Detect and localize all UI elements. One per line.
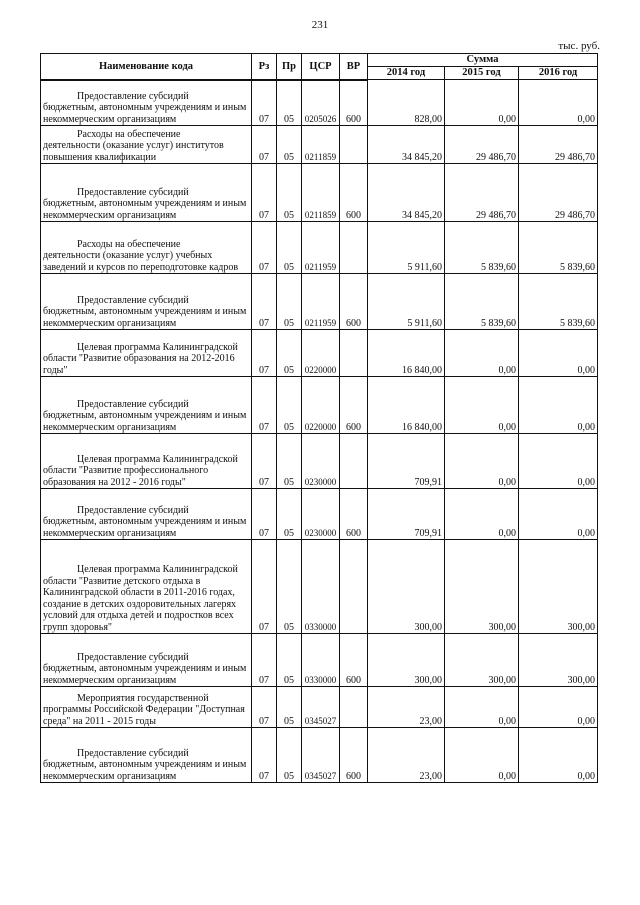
row-sum-2015: 5 839,60	[445, 222, 519, 274]
table-row	[41, 634, 598, 687]
row-sum-2014: 23,00	[368, 687, 445, 728]
row-vr: 600	[340, 274, 368, 330]
row-csr: 0230000	[302, 434, 340, 489]
row-vr	[340, 687, 368, 728]
row-vr: 600	[340, 634, 368, 687]
header-year-2015: 2015 год	[445, 67, 519, 80]
row-name-rest: области "Развитие профессионального образования на 2012 - 2016 годы"	[43, 465, 209, 488]
row-name	[41, 540, 252, 634]
table-row	[41, 274, 598, 330]
table-row	[41, 377, 598, 434]
row-rz: 07	[252, 634, 277, 687]
table-row	[41, 222, 598, 274]
row-sum-2014: 16 840,00	[368, 377, 445, 434]
row-sum-2016: 0,00	[519, 330, 598, 377]
row-sum-2015: 300,00	[445, 540, 519, 634]
header-rz: Рз	[252, 54, 277, 80]
table-row	[41, 164, 598, 222]
row-sum-2015: 29 486,70	[445, 126, 519, 164]
row-name-rest: бюджетным, автономным учреждениям и иным некоммерческим организациям	[43, 663, 247, 686]
row-sum-2015: 0,00	[445, 489, 519, 540]
row-sum-2015: 0,00	[445, 377, 519, 434]
row-pr: 05	[277, 222, 302, 274]
row-name	[41, 377, 252, 434]
row-name	[41, 634, 252, 687]
row-name	[41, 164, 252, 222]
row-sum-2015: 300,00	[445, 634, 519, 687]
row-rz: 07	[252, 330, 277, 377]
row-name-first-line: Предоставление субсидий	[77, 294, 189, 306]
row-pr: 05	[277, 540, 302, 634]
row-pr: 05	[277, 434, 302, 489]
row-name-first-line: Предоставление субсидий	[77, 504, 189, 516]
row-name-rest: области "Развитие образования на 2012-2016 годы"	[43, 353, 235, 376]
row-sum-2015: 29 486,70	[445, 164, 519, 222]
row-sum-2014: 5 911,60	[368, 274, 445, 330]
row-sum-2016: 300,00	[519, 540, 598, 634]
table-row	[41, 80, 598, 126]
row-sum-2015: 0,00	[445, 80, 519, 126]
row-vr: 600	[340, 728, 368, 783]
table-row	[41, 540, 598, 634]
row-pr: 05	[277, 126, 302, 164]
row-sum-2016: 0,00	[519, 687, 598, 728]
row-pr: 05	[277, 274, 302, 330]
row-rz: 07	[252, 274, 277, 330]
row-pr: 05	[277, 489, 302, 540]
row-csr: 0220000	[302, 330, 340, 377]
table-body	[41, 80, 598, 783]
row-rz: 07	[252, 80, 277, 126]
row-pr: 05	[277, 80, 302, 126]
row-name-first-line: Расходы на обеспечение	[77, 238, 181, 250]
row-name-first-line: Предоставление субсидий	[77, 398, 189, 410]
row-csr: 0230000	[302, 489, 340, 540]
table-row	[41, 687, 598, 728]
row-name-first-line: Целевая программа Калининградской	[77, 453, 238, 465]
table-header	[41, 54, 598, 80]
table-row	[41, 728, 598, 783]
header-pr: Пр	[277, 54, 302, 80]
row-pr: 05	[277, 164, 302, 222]
row-name-rest: бюджетным, автономным учреждениям и иным некоммерческим организациям	[43, 198, 247, 221]
row-name	[41, 434, 252, 489]
row-sum-2016: 0,00	[519, 80, 598, 126]
units-label: тыс. руб.	[558, 40, 600, 52]
row-csr: 0220000	[302, 377, 340, 434]
header-year-2016: 2016 год	[519, 67, 598, 80]
row-rz: 07	[252, 164, 277, 222]
row-name-rest: бюджетным, автономным учреждениям и иным некоммерческим организациям	[43, 759, 247, 782]
row-pr: 05	[277, 634, 302, 687]
row-sum-2014: 16 840,00	[368, 330, 445, 377]
row-name-rest: бюджетным, автономным учреждениям и иным некоммерческим организациям	[43, 410, 247, 433]
row-pr: 05	[277, 377, 302, 434]
row-name	[41, 489, 252, 540]
row-sum-2016: 5 839,60	[519, 274, 598, 330]
header-csr: ЦСР	[302, 54, 340, 80]
row-name	[41, 728, 252, 783]
row-sum-2016: 29 486,70	[519, 164, 598, 222]
row-csr: 0211859	[302, 126, 340, 164]
page-number: 231	[311, 19, 329, 31]
row-sum-2014: 34 845,20	[368, 126, 445, 164]
row-csr: 0205026	[302, 80, 340, 126]
row-rz: 07	[252, 126, 277, 164]
row-vr: 600	[340, 80, 368, 126]
row-sum-2016: 0,00	[519, 489, 598, 540]
row-name-first-line: Предоставление субсидий	[77, 90, 189, 102]
row-pr: 05	[277, 728, 302, 783]
table-row	[41, 330, 598, 377]
row-rz: 07	[252, 687, 277, 728]
row-vr: 600	[340, 164, 368, 222]
header-name: Наименование кода	[41, 54, 252, 80]
row-name-first-line: Предоставление субсидий	[77, 747, 189, 759]
row-name-first-line: Расходы на обеспечение	[77, 128, 181, 140]
row-rz: 07	[252, 489, 277, 540]
table-row	[41, 434, 598, 489]
header-year-2014: 2014 год	[368, 67, 445, 80]
row-sum-2014: 709,91	[368, 489, 445, 540]
row-sum-2014: 5 911,60	[368, 222, 445, 274]
row-sum-2016: 0,00	[519, 377, 598, 434]
row-csr: 0211959	[302, 274, 340, 330]
row-rz: 07	[252, 540, 277, 634]
row-vr	[340, 330, 368, 377]
row-pr: 05	[277, 687, 302, 728]
row-name	[41, 80, 252, 126]
row-csr: 0211959	[302, 222, 340, 274]
row-vr	[340, 126, 368, 164]
row-sum-2015: 0,00	[445, 330, 519, 377]
row-name	[41, 687, 252, 728]
header-sum: Сумма	[368, 54, 598, 67]
row-sum-2014: 709,91	[368, 434, 445, 489]
table-row	[41, 126, 598, 164]
budget-table	[40, 53, 598, 783]
row-sum-2016: 0,00	[519, 434, 598, 489]
header-vr: ВР	[340, 54, 368, 80]
row-name	[41, 274, 252, 330]
row-vr	[340, 434, 368, 489]
row-sum-2015: 0,00	[445, 728, 519, 783]
row-sum-2015: 0,00	[445, 687, 519, 728]
row-name-first-line: Предоставление субсидий	[77, 186, 189, 198]
row-name-first-line: Целевая программа Калининградской	[77, 341, 238, 353]
row-rz: 07	[252, 377, 277, 434]
row-sum-2015: 0,00	[445, 434, 519, 489]
row-name-rest: бюджетным, автономным учреждениям и иным некоммерческим организациям	[43, 516, 247, 539]
row-csr: 0211859	[302, 164, 340, 222]
row-name-first-line: Мероприятия государственной	[77, 692, 209, 704]
row-vr: 600	[340, 377, 368, 434]
row-name-rest: области "Развитие детского отдыха в Калининградской области в 2011-2016 годах, создание в детских оздоровительных лагерях условий для отдыха детей и подростков всех групп здоровья"	[43, 575, 237, 633]
row-name-first-line: Предоставление субсидий	[77, 651, 189, 663]
row-name-rest: деятельности (оказание услуг) учебных заведений и курсов по переподготовке кадров	[43, 250, 239, 273]
row-name-first-line: Целевая программа Калининградской	[77, 564, 238, 575]
row-sum-2016: 29 486,70	[519, 126, 598, 164]
row-vr	[340, 540, 368, 634]
row-csr: 0345027	[302, 687, 340, 728]
row-name	[41, 222, 252, 274]
row-name-rest: бюджетным, автономным учреждениям и иным некоммерческим организациям	[43, 102, 247, 125]
row-sum-2014: 23,00	[368, 728, 445, 783]
row-csr: 0330000	[302, 634, 340, 687]
row-sum-2016: 0,00	[519, 728, 598, 783]
row-sum-2014: 300,00	[368, 634, 445, 687]
row-vr: 600	[340, 489, 368, 540]
row-name-rest: деятельности (оказание услуг) институтов повышения квалификации	[43, 140, 224, 163]
row-vr	[340, 222, 368, 274]
row-name-rest: бюджетным, автономным учреждениям и иным некоммерческим организациям	[43, 306, 247, 329]
table-row	[41, 489, 598, 540]
row-sum-2014: 300,00	[368, 540, 445, 634]
row-rz: 07	[252, 728, 277, 783]
row-name	[41, 126, 252, 164]
row-csr: 0345027	[302, 728, 340, 783]
row-rz: 07	[252, 222, 277, 274]
row-name-rest: программы Российской Федерации "Доступная среда" на 2011 - 2015 годы	[43, 704, 245, 727]
row-pr: 05	[277, 330, 302, 377]
row-sum-2014: 828,00	[368, 80, 445, 126]
row-sum-2016: 300,00	[519, 634, 598, 687]
row-rz: 07	[252, 434, 277, 489]
row-sum-2015: 5 839,60	[445, 274, 519, 330]
row-sum-2014: 34 845,20	[368, 164, 445, 222]
row-sum-2016: 5 839,60	[519, 222, 598, 274]
row-name	[41, 330, 252, 377]
row-csr: 0330000	[302, 540, 340, 634]
